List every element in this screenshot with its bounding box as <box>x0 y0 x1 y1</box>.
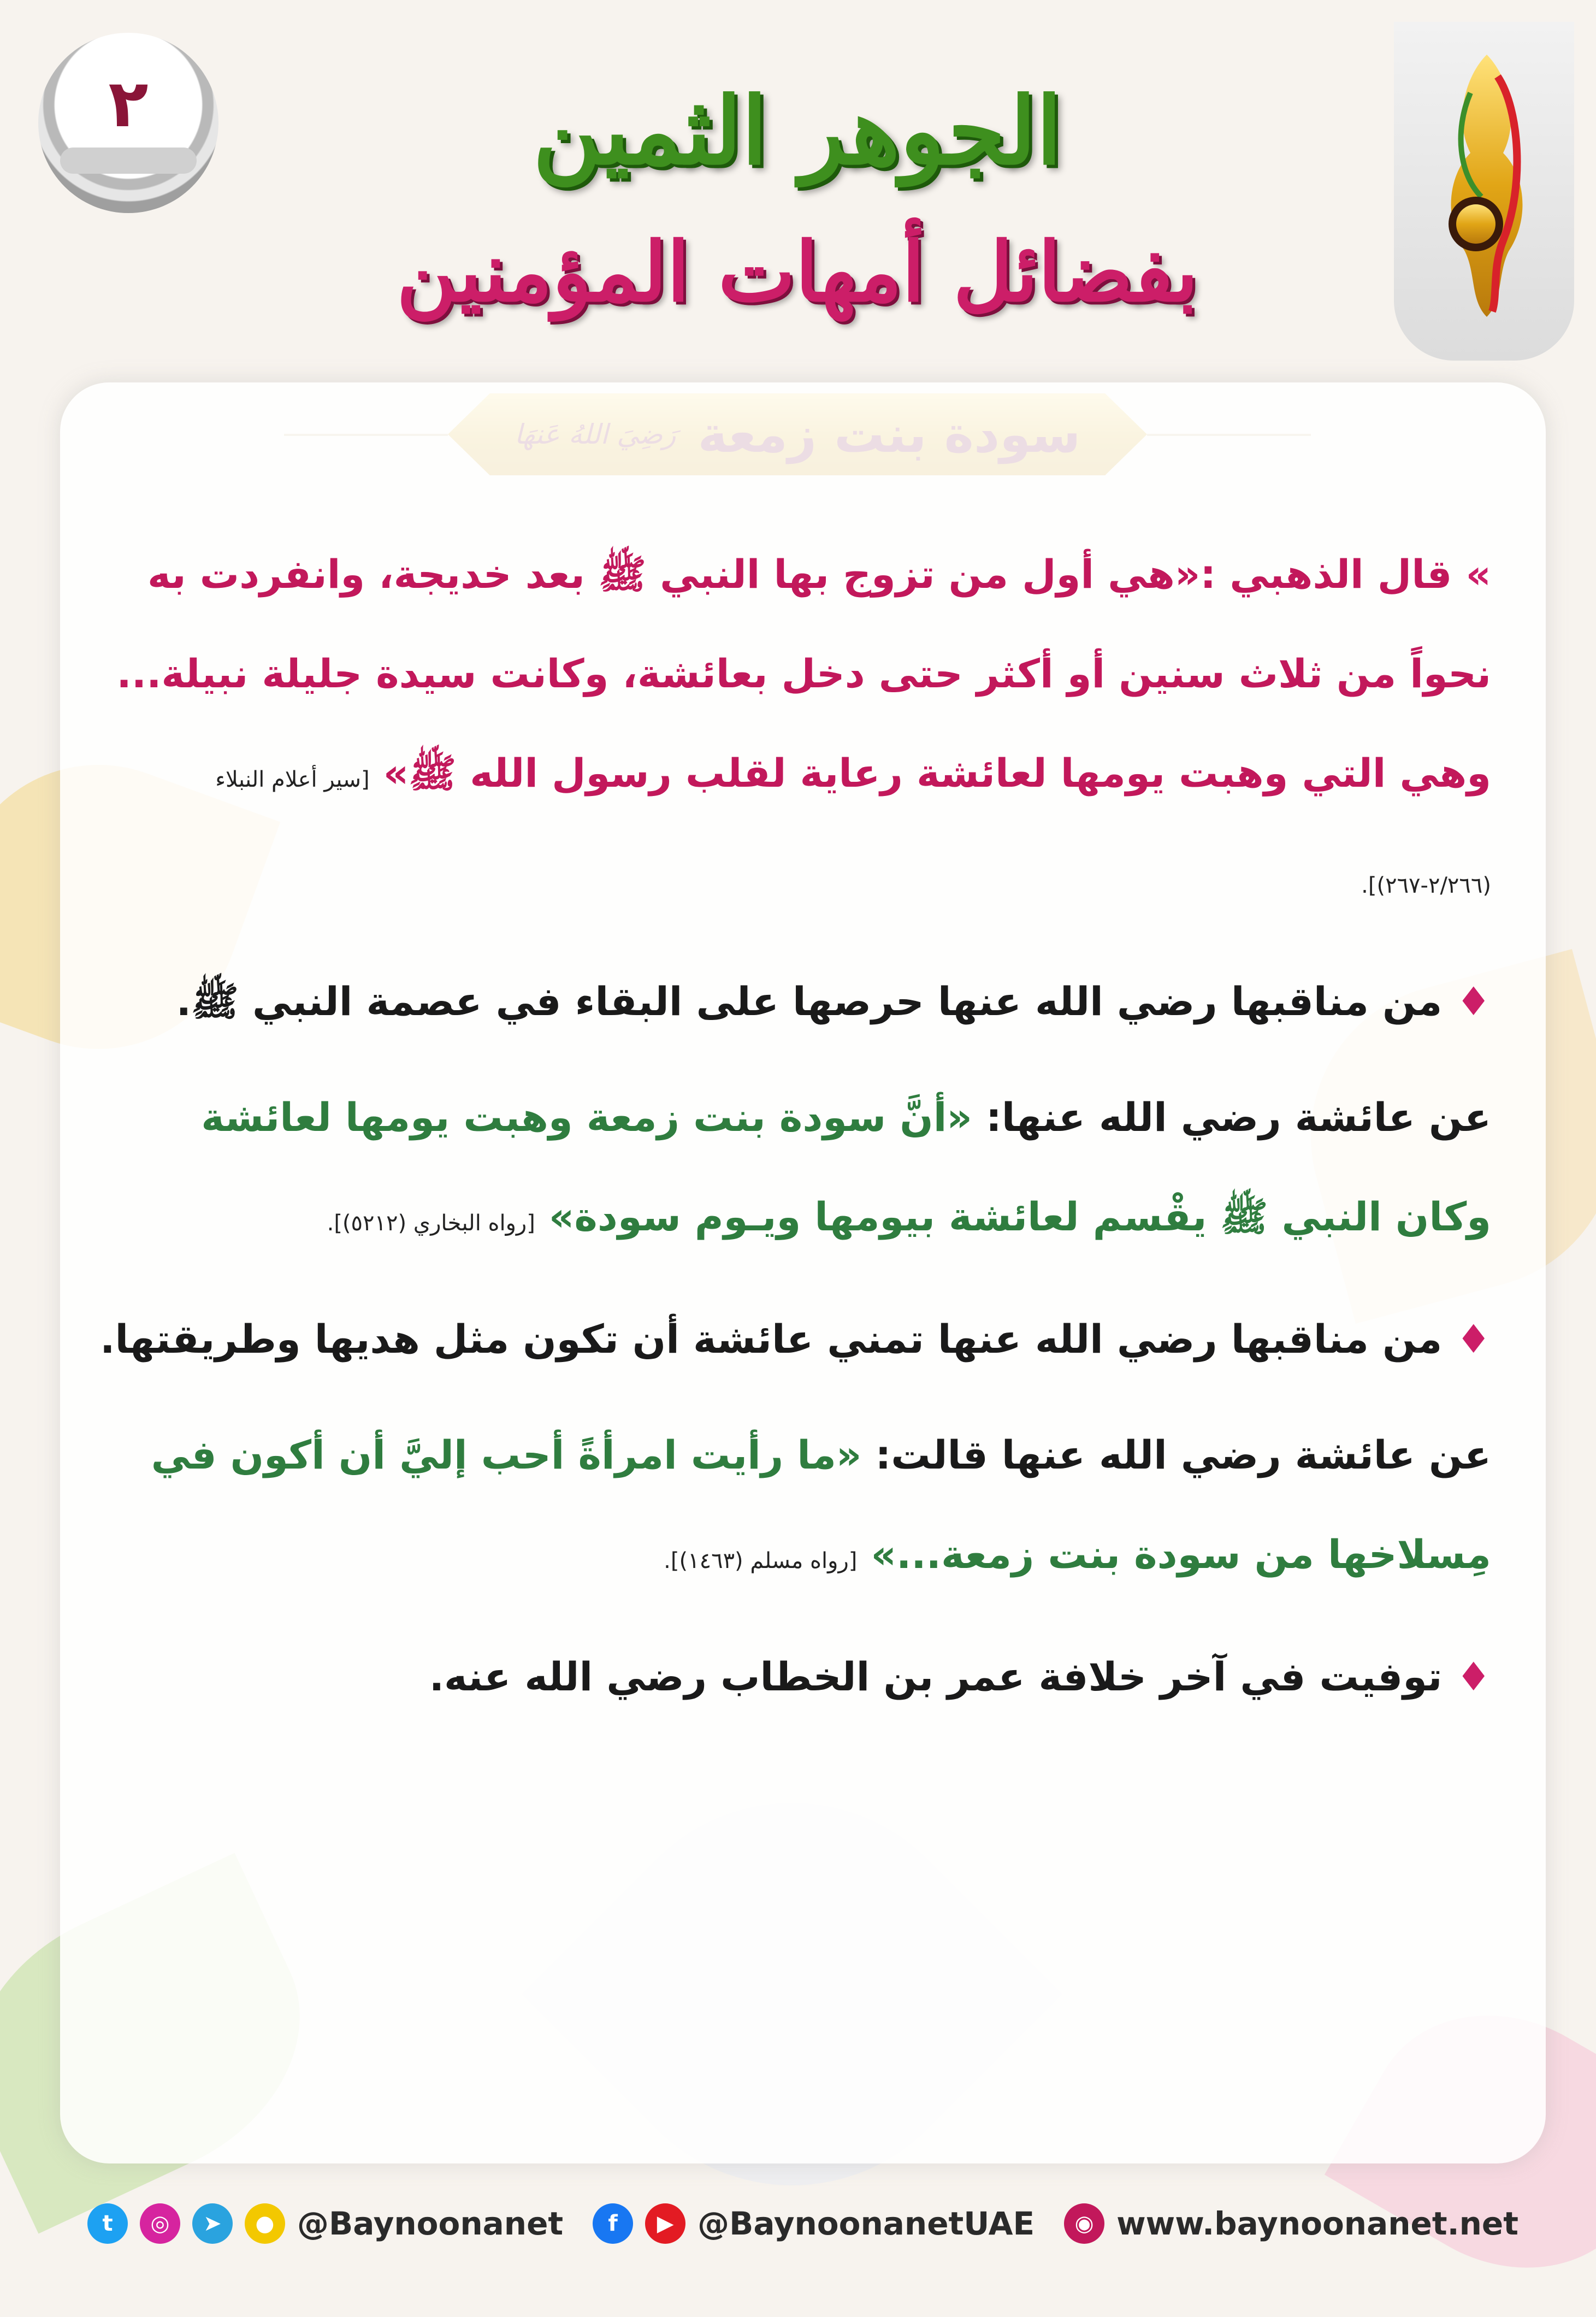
page-number-badge <box>38 33 218 213</box>
telegram-icon[interactable]: ➤ <box>192 2203 233 2244</box>
citation: [رواه البخاري (٥٢١٢)]. <box>327 1211 535 1236</box>
bullet-diamond-icon: ♦ <box>1442 978 1491 1024</box>
youtube-icon[interactable]: ▶ <box>645 2203 685 2244</box>
content-paragraph <box>93 1289 1491 1389</box>
social-footer <box>87 2196 1518 2251</box>
bullet-arrow-icon: » <box>1452 551 1491 597</box>
baynoona-logo-icon <box>1432 44 1541 328</box>
paragraph-text: من مناقبها رضي الله عنها تمني عائشة أن تكون مثل هديها وطريقتها. <box>100 1316 1443 1362</box>
content-paragraph <box>93 1068 1491 1273</box>
instagram-icon[interactable]: ◎ <box>140 2203 180 2244</box>
paragraph-text: عن عائشة رضي الله عنها قالت: <box>861 1432 1491 1478</box>
content-paragraph <box>93 524 1491 935</box>
page-number: ٢ <box>108 66 149 142</box>
citation: [سير أعلام النبلاء (٢/٢٦٦-٢٦٧)]. <box>215 767 1491 898</box>
content-paragraph <box>93 1627 1491 1726</box>
snapchat-icon[interactable]: ● <box>245 2203 285 2244</box>
content-body <box>93 524 1491 1743</box>
twitter-icon[interactable]: t <box>87 2203 128 2244</box>
paragraph-text: قال الذهبي :«هي أول من تزوج بها النبي ﷺ بعد خديجة، وانفردت به نحواً من ثلاث سنين أو أكثر حتى دخل بعائشة، وكانت سيدة جليلة نبيلة... وهي التي وهبت يومها لعائشة رعاية لقلب رسول الله ﷺ» <box>116 551 1491 796</box>
bullet-diamond-icon: ♦ <box>1442 1316 1491 1362</box>
bullet-diamond-icon: ♦ <box>1442 1654 1491 1700</box>
social-handle-primary[interactable]: @Baynoonanet <box>297 2205 564 2242</box>
website-link[interactable]: www.baynoonanet.net <box>1116 2205 1518 2242</box>
paragraph-text: «أنَّ سودة بنت زمعة وهبت يومها لعائشة وكان النبي ﷺ يقْسم لعائشة بيومها ويـوم سودة» <box>201 1094 1491 1240</box>
citation: [رواه مسلم (١٤٦٣)]. <box>664 1548 858 1573</box>
paragraph-text: من مناقبها رضي الله عنها حرصها على البقاء في عصمة النبي ﷺ. <box>176 978 1443 1024</box>
website-icon[interactable]: ◉ <box>1064 2203 1104 2244</box>
paragraph-text: توفيت في آخر خلافة عمر بن الخطاب رضي الله عنه. <box>429 1654 1443 1700</box>
page-subtitle: بفضائل أمهات المؤمنين <box>397 224 1198 320</box>
page-badge-base <box>60 148 197 174</box>
content-paragraph <box>93 952 1491 1051</box>
paragraph-text: عن عائشة رضي الله عنها: <box>972 1094 1491 1140</box>
social-handle-uae[interactable]: @BaynoonanetUAE <box>697 2205 1035 2242</box>
paragraph-text: «ما رأيت امرأةً أحب إليَّ أن أكون في مِسلاخها من سودة بنت زمعة...» <box>151 1432 1491 1577</box>
facebook-icon[interactable]: f <box>593 2203 633 2244</box>
content-paragraph <box>93 1405 1491 1611</box>
page-title: الجوهر الثمين <box>533 76 1062 186</box>
